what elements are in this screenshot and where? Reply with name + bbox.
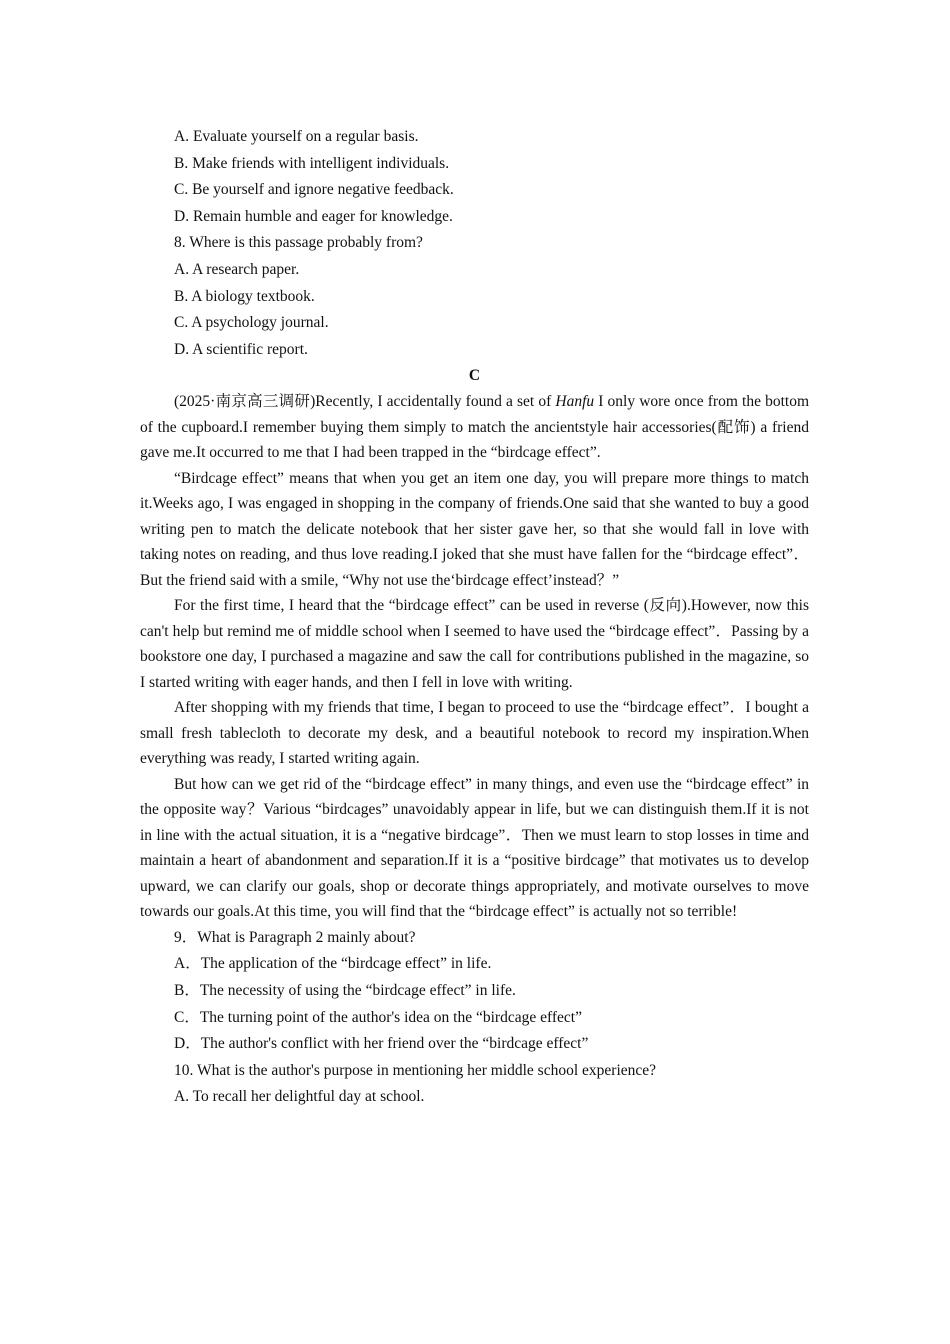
q9-option-a: A．The application of the “birdcage effect” in life. <box>174 955 492 973</box>
passage-paragraph-3: For the first time, I heard that the “birdcage effect” can be used in reverse (反向).However, now this can't help but remind me of middle school when I seemed to have used the “birdcage effect”．Passing by a bookstore one day, I purchased a magazine and saw the call for contributions published in the magazine, so I started writing with eager hands, and then I fell in love with writing. <box>140 597 809 691</box>
passage-p1-start: (2025·南京高三调研)Recently, I accidentally found a set of <box>174 393 556 411</box>
q8-option-a: A. A research paper. <box>174 260 300 278</box>
q9-option-c: C．The turning point of the author's idea on the “birdcage effect” <box>174 1008 582 1026</box>
passage-paragraph-1 <box>140 389 809 466</box>
q9-option-b: B．The necessity of using the “birdcage effect” in life. <box>174 982 516 1000</box>
document-content <box>140 124 809 1111</box>
passage-p1-hanfu: Hanfu <box>555 393 595 411</box>
passage-paragraph-4: After shopping with my friends that time, I began to proceed to use the “birdcage effect”．I bought a small fresh tablecloth to decorate my desk, and a beautiful notebook to record my inspiration.When everything was ready, I started writing again. <box>140 699 809 768</box>
section-c-heading: C <box>468 367 481 385</box>
passage-paragraph-2: “Birdcage effect” means that when you get an item one day, you will prepare more things to match it.Weeks ago, I was engaged in shopping in the company of friends.One said that she wanted to buy a good writing pen to match the delicate notebook that her sister gave her, so that she would fall in love with taking notes on reading, and thus love reading.I joked that she must have fallen for the “birdcage effect”．But the friend said with a smile, “Why not use the‘birdcage effect’instead？” <box>140 469 809 589</box>
q7-option-d: D. Remain humble and eager for knowledge. <box>174 207 453 225</box>
q9-option-d: D．The author's conflict with her friend over the “birdcage effect” <box>174 1035 589 1053</box>
q8-option-d: D. A scientific report. <box>174 340 308 358</box>
q10-question: 10. What is the author's purpose in mentioning her middle school experience? <box>174 1061 657 1079</box>
q9-question: 9．What is Paragraph 2 mainly about? <box>174 928 416 946</box>
q7-option-a: A. Evaluate yourself on a regular basis. <box>174 128 419 145</box>
q8-question: 8. Where is this passage probably from? <box>174 234 423 252</box>
passage-paragraph-5: But how can we get rid of the “birdcage effect” in many things, and even use the “birdcage effect” in the opposite way？Various “birdcages” unavoidably appear in life, but we can distinguish them.If it is not in line with the actual situation, it is a “negative birdcage”．Then we must learn to stop losses in time and maintain a heart of abandonment and separation.If it is a “positive birdcage” that motivates us to develop upward, we can clarify our goals, shop or decorate things appropriately, and motivate ourselves to move towards our goals.At this time, you will find that the “birdcage effect” is actually not so terrible! <box>140 775 809 921</box>
q7-option-b: B. Make friends with intelligent individuals. <box>174 154 450 172</box>
passage-p1-end: I only wore once from the bottom of the cupboard.I remember buying them simply to match the ancientstyle hair accessories(配饰) a friend gave me.It occurred to me that I had been trapped in the “birdcage effect”. <box>140 393 809 462</box>
q8-option-b: B. A biology textbook. <box>174 287 315 305</box>
q7-option-c: C. Be yourself and ignore negative feedback. <box>174 181 454 199</box>
q8-option-c: C. A psychology journal. <box>174 314 329 332</box>
q10-option-a: A. To recall her delightful day at school. <box>174 1088 425 1106</box>
